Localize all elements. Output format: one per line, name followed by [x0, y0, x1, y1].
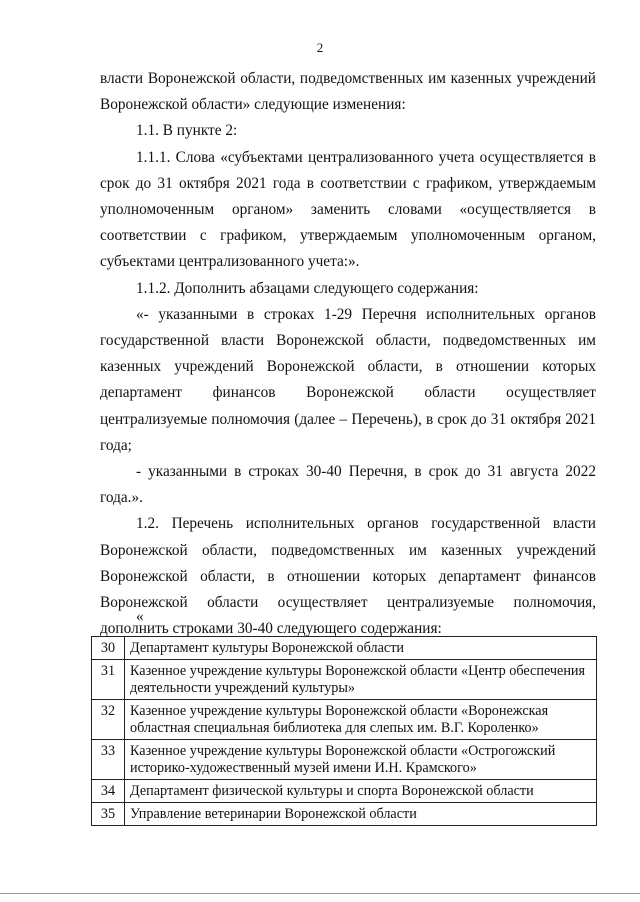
table-row — [92, 780, 597, 803]
table-row — [92, 700, 597, 740]
paragraph: 1.1.2. Дополнить абзацами следующего содержания: — [136, 279, 479, 297]
paragraph: - указанными в строках 30-40 Перечня, в срок до 31 августа 2022 года.». — [100, 463, 596, 507]
row-number: 35 — [92, 803, 125, 826]
opening-quote: « — [136, 608, 144, 625]
row-organization-name: Департамент физической культуры и спорта Воронежской области — [125, 780, 597, 803]
row-number: 31 — [92, 660, 125, 700]
row-organization-name: Казенное учреждение культуры Воронежской области «Острогожский историко-художественный музей имени И.Н. Крамского» — [125, 740, 597, 780]
document-body — [100, 66, 596, 642]
organizations-table — [91, 636, 597, 826]
row-organization-name: Департамент культуры Воронежской области — [125, 637, 597, 660]
table-row — [92, 660, 597, 700]
row-number: 30 — [92, 637, 125, 660]
paragraph: 1.1.1. Слова «субъектами централизованного учета осуществляется в срок до 31 октября 2021 года в соответствии с графиком, утверждаемым уполномоченным органом» заменить словами «осуществляется в соответствии с графиком, утверждаемым уполномоченным органом, субъектами централизованного учета:». — [100, 148, 596, 271]
row-organization-name: Казенное учреждение культуры Воронежской области «Воронежская областная специальная библиотека для слепых им. В.Г. Короленко» — [125, 700, 597, 740]
table-row — [92, 637, 597, 660]
row-organization-name: Управление ветеринарии Воронежской области — [125, 803, 597, 826]
row-number: 32 — [92, 700, 125, 740]
paragraph: власти Воронежской области, подведомственных им казенных учреждений Воронежской области» следующие изменения: — [100, 70, 596, 114]
page-number: 2 — [316, 40, 324, 55]
paragraph: 1.1. В пункте 2: — [136, 122, 238, 140]
page-bottom-edge — [0, 893, 640, 894]
row-organization-name: Казенное учреждение культуры Воронежской области «Центр обеспечения деятельности учреждений культуры» — [125, 660, 597, 700]
paragraph: 1.2. Перечень исполнительных органов государственной власти Воронежской области, подведомственных им казенных учреждений Воронежской области, в отношении которых департамент финансов Воронежской области осуществляет централизуемые полномочия, дополнить строками 30-40 следующего содержания: — [100, 515, 596, 638]
table-row — [92, 803, 597, 826]
table-row — [92, 740, 597, 780]
row-number: 33 — [92, 740, 125, 780]
paragraph: «- указанными в строках 1-29 Перечня исполнительных органов государственной власти Воронежской области, подведомственных им казенных учреждений Воронежской области, в отношении которых департамент финансов Воронежской области осуществляет централизуемые полномочия (далее – Перечень), в срок до 31 октября 2021 года; — [100, 305, 596, 454]
row-number: 34 — [92, 780, 125, 803]
